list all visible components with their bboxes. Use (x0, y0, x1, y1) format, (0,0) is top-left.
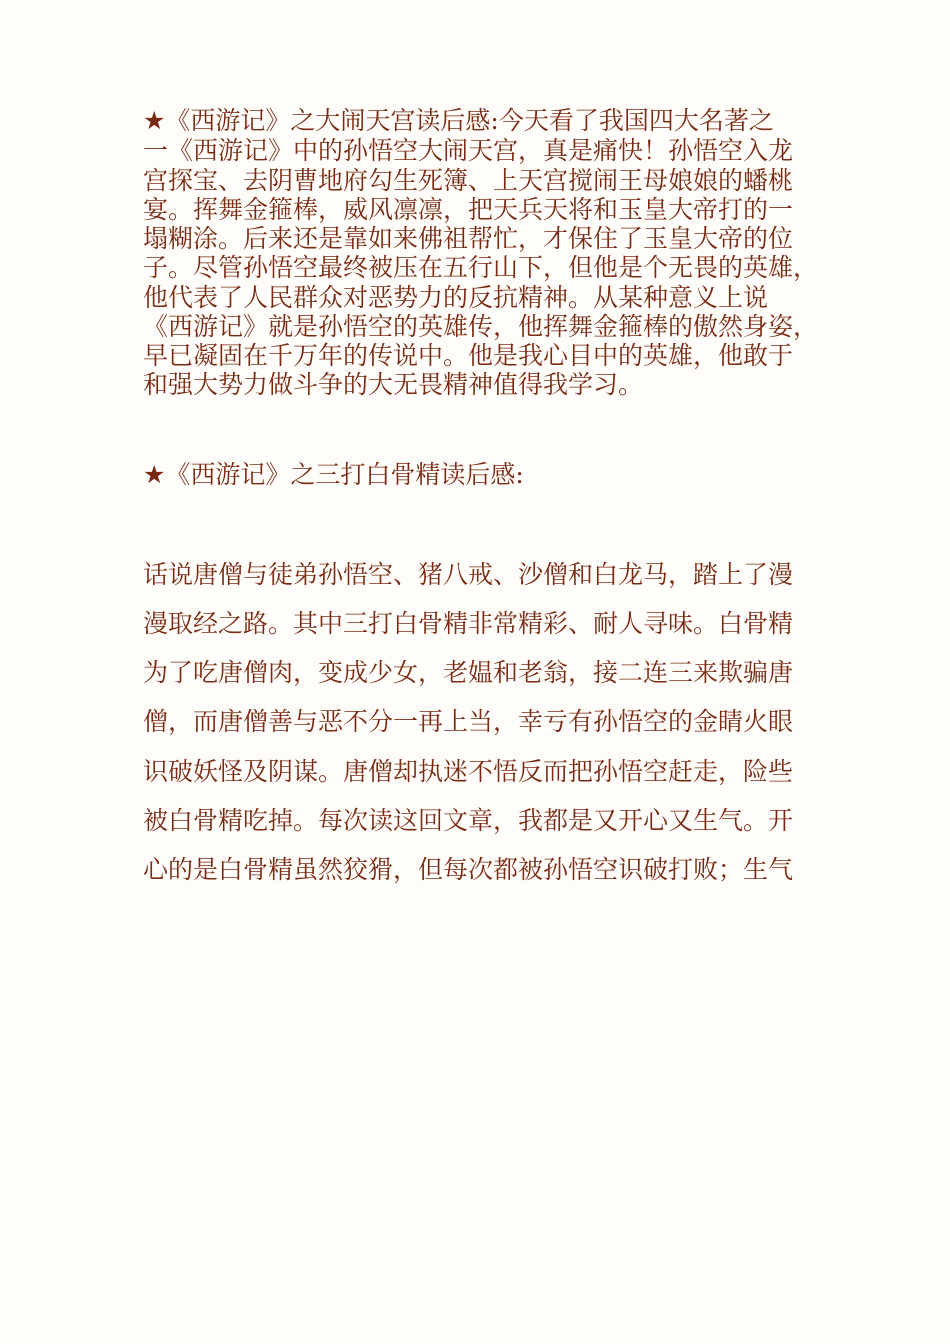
section2-line-5: 识破妖怪及阴谋。唐僧却执迷不悟反而把孙悟空赶走，险些 (143, 757, 794, 786)
star-icon: ★ (143, 106, 166, 135)
section2-line-6: 被白骨精吃掉。每次读这回文章，我都是又开心又生气。开 (143, 806, 794, 835)
section2-heading-text: 《西游记》之三打白骨精读后感: (165, 460, 524, 489)
section1-line-3: 宫探宝、去阴曹地府勾生死簿、上天宫搅闹王母娘娘的蟠桃 (143, 166, 794, 195)
section1-line-5: 塌糊涂。后来还是靠如来佛祖帮忙，才保住了玉皇大帝的位 (143, 224, 794, 253)
section2-line-2: 漫取经之路。其中三打白骨精非常精彩、耐人寻味。白骨精 (143, 609, 794, 638)
section2-line-1: 话说唐僧与徒弟孙悟空、猪八戒、沙僧和白龙马，踏上了漫 (143, 560, 794, 589)
section1-line-4: 宴。挥舞金箍棒，威风凛凛，把天兵天将和玉皇大帝打的一 (143, 195, 794, 224)
section2-line-3: 为了吃唐僧肉，变成少女，老媪和老翁，接二连三来欺骗唐 (143, 658, 794, 687)
section1-line-8: 《西游记》就是孙悟空的英雄传，他挥舞金箍棒的傲然身姿， (143, 312, 819, 341)
section1-line-text: 《西游记》之大闹天宫读后感:今天看了我国四大名著之 (165, 106, 774, 135)
section2-line-4: 僧，而唐僧善与恶不分一再上当，幸亏有孙悟空的金睛火眼 (143, 707, 794, 736)
section1-line-1 (143, 106, 774, 136)
section1-line-7: 他代表了人民群众对恶势力的反抗精神。从某种意义上说 (143, 283, 769, 312)
section1-line-10: 和强大势力做斗争的大无畏精神值得我学习。 (143, 370, 644, 399)
section2-heading (143, 460, 524, 490)
section2-line-7: 心的是白骨精虽然狡猾，但每次都被孙悟空识破打败；生气 (143, 855, 794, 884)
section1-line-9: 早已凝固在千万年的传说中。他是我心目中的英雄，他敢于 (143, 341, 794, 370)
star-icon: ★ (143, 460, 166, 489)
section1-line-2: 一《西游记》中的孙悟空大闹天宫，真是痛快！孙悟空入龙 (143, 136, 794, 165)
section1-line-6: 子。尽管孙悟空最终被压在五行山下，但他是个无畏的英雄， (143, 253, 819, 282)
